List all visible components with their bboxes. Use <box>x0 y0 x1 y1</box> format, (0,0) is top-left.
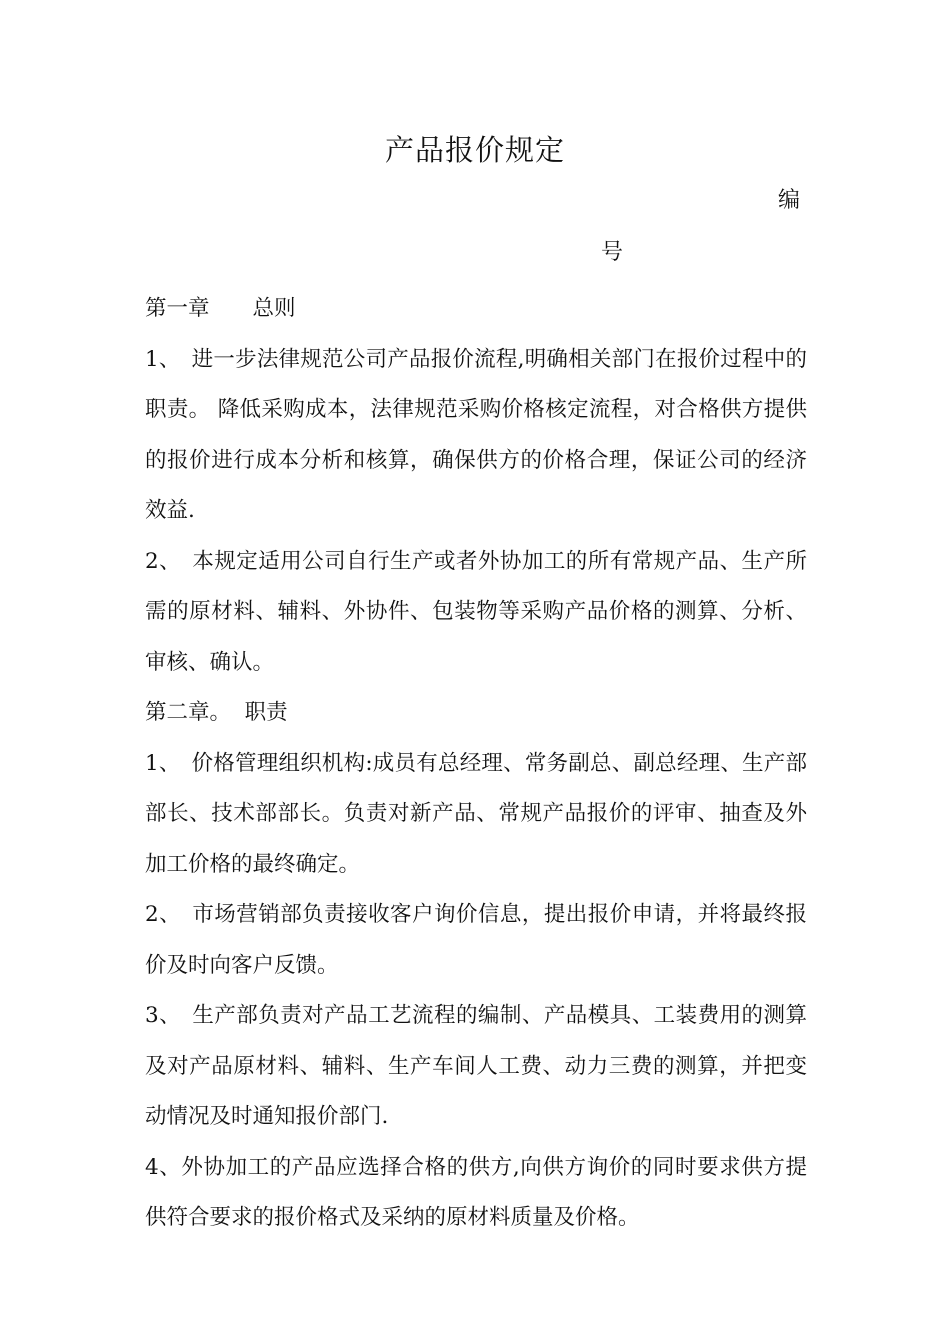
code-label-part-1: 编 <box>778 188 801 213</box>
chapter-heading: 第一章 总则 <box>145 296 296 321</box>
chapter-heading: 第二章。 职责 <box>145 700 288 725</box>
document-title: 产品报价规定 <box>384 133 565 167</box>
code-label-part-2: 号 <box>601 240 624 265</box>
paragraph: 1、 价格管理组织机构:成员有总经理、常务副总、副总经理、生产部部长、技术部部长。负责对新产品、常规产品报价的评审、抽查及外加工价格的最终确定。 <box>145 750 807 877</box>
paragraph: 3、 生产部负责对产品工艺流程的编制、产品模具、工装费用的测算及对产品原材料、辅料、生产车间人工费、动力三费的测算，并把变动情况及时通知报价部门. <box>145 1003 807 1129</box>
paragraph: 2、 本规定适用公司自行生产或者外协加工的所有常规产品、生产所需的原材料、辅料、外协件、包装物等采购产品价格的测算、分析、审核、确认。 <box>145 548 807 675</box>
paragraph: 1、 进一步法律规范公司产品报价流程,明确相关部门在报价过程中的职责。 降低采购成本，法律规范采购价格核定流程，对合格供方提供的报价进行成本分析和核算，确保供方的价格合理，保证公司的经济效益. <box>145 346 807 523</box>
paragraph: 2、 市场营销部负责接收客户询价信息，提出报价申请，并将最终报价及时向客户反馈。 <box>145 902 807 978</box>
document-body <box>145 284 807 1244</box>
paragraph: 4、外协加工的产品应选择合格的供方,向供方询价的同时要求供方提供符合要求的报价格式及采纳的原材料质量及价格。 <box>145 1154 807 1230</box>
